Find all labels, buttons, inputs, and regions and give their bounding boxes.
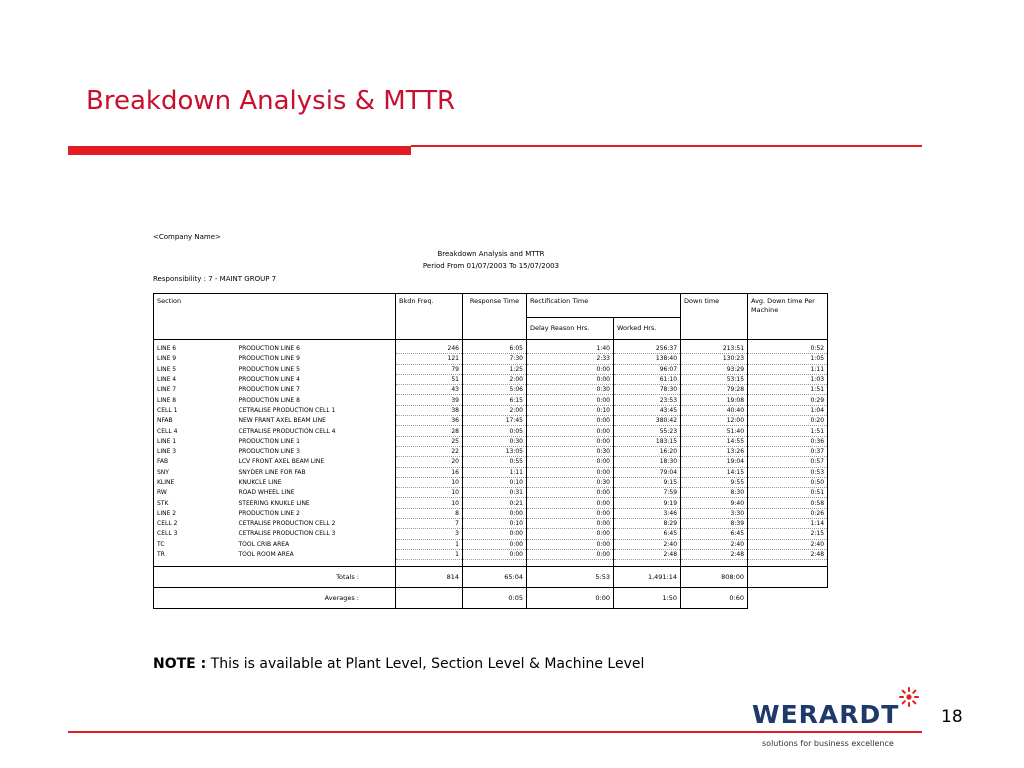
row-avg: 0:29 bbox=[748, 395, 828, 405]
row-section-desc: STEERING KNUKLE LINE bbox=[236, 498, 396, 508]
row-down: 14:15 bbox=[681, 467, 748, 477]
row-section-code: CELL 2 bbox=[154, 519, 236, 529]
table-row bbox=[154, 405, 828, 415]
row-worked: 2:40 bbox=[614, 539, 681, 549]
note-label: NOTE : bbox=[153, 656, 207, 672]
table-row bbox=[154, 426, 828, 436]
row-section-desc: SNYDER LINE FOR FAB bbox=[236, 467, 396, 477]
row-section-desc: CETRALISE PRODUCTION CELL 1 bbox=[236, 405, 396, 415]
row-avg: 0:57 bbox=[748, 457, 828, 467]
table-row bbox=[154, 549, 828, 559]
row-section-desc: TOOL ROOM AREA bbox=[236, 549, 396, 559]
row-section-code: LINE 4 bbox=[154, 374, 236, 384]
header-bkdn-freq: Bkdn Freq. bbox=[396, 294, 463, 340]
totals-row bbox=[154, 567, 828, 588]
row-section-desc: PRODUCTION LINE 1 bbox=[236, 436, 396, 446]
row-down: 6:45 bbox=[681, 529, 748, 539]
row-delay: 0:00 bbox=[527, 374, 614, 384]
row-worked: 23:53 bbox=[614, 395, 681, 405]
row-delay: 0:00 bbox=[527, 426, 614, 436]
totals-freq: 814 bbox=[396, 567, 463, 588]
row-section-desc: KNUKCLE LINE bbox=[236, 477, 396, 487]
row-freq: 16 bbox=[396, 467, 463, 477]
row-avg: 0:53 bbox=[748, 467, 828, 477]
row-resp: 0:00 bbox=[463, 539, 527, 549]
row-freq: 51 bbox=[396, 374, 463, 384]
totals-resp: 65:04 bbox=[463, 567, 527, 588]
row-resp: 13:05 bbox=[463, 446, 527, 456]
breakdown-table bbox=[153, 293, 828, 609]
header-avg-down-time: Avg. Down time Per Machine bbox=[748, 294, 828, 340]
row-down: 9:55 bbox=[681, 477, 748, 487]
row-section-code: TR bbox=[154, 549, 236, 559]
averages-row bbox=[154, 588, 828, 609]
row-worked: 78:30 bbox=[614, 385, 681, 395]
row-section-code: LINE 8 bbox=[154, 395, 236, 405]
row-worked: 18:30 bbox=[614, 457, 681, 467]
row-worked: 7:59 bbox=[614, 488, 681, 498]
row-worked: 6:45 bbox=[614, 529, 681, 539]
row-delay: 0:00 bbox=[527, 498, 614, 508]
table-row bbox=[154, 539, 828, 549]
row-avg: 0:20 bbox=[748, 416, 828, 426]
row-avg: 1:04 bbox=[748, 405, 828, 415]
row-section-desc: PRODUCTION LINE 4 bbox=[236, 374, 396, 384]
row-down: 8:30 bbox=[681, 488, 748, 498]
row-avg: 0:52 bbox=[748, 344, 828, 354]
row-freq: 1 bbox=[396, 539, 463, 549]
row-avg: 0:26 bbox=[748, 508, 828, 518]
row-freq: 20 bbox=[396, 457, 463, 467]
row-delay: 0:30 bbox=[527, 477, 614, 487]
row-section-desc: PRODUCTION LINE 5 bbox=[236, 364, 396, 374]
row-section-code: LINE 6 bbox=[154, 344, 236, 354]
row-delay: 0:00 bbox=[527, 508, 614, 518]
report-company-name: <Company Name> bbox=[153, 233, 221, 241]
row-freq: 10 bbox=[396, 488, 463, 498]
row-freq: 36 bbox=[396, 416, 463, 426]
averages-down: 0:60 bbox=[681, 588, 748, 609]
row-down: 79:28 bbox=[681, 385, 748, 395]
row-worked: 9:15 bbox=[614, 477, 681, 487]
row-down: 93:29 bbox=[681, 364, 748, 374]
averages-avg-empty bbox=[748, 588, 828, 609]
row-down: 40:40 bbox=[681, 405, 748, 415]
row-section-code: LINE 3 bbox=[154, 446, 236, 456]
row-section-desc: TOOL CRIB AREA bbox=[236, 539, 396, 549]
row-avg: 1:51 bbox=[748, 385, 828, 395]
table-row bbox=[154, 354, 828, 364]
row-resp: 2:00 bbox=[463, 405, 527, 415]
row-freq: 10 bbox=[396, 477, 463, 487]
row-freq: 79 bbox=[396, 364, 463, 374]
row-section-code: NFAB bbox=[154, 416, 236, 426]
table-row bbox=[154, 519, 828, 529]
row-freq: 10 bbox=[396, 498, 463, 508]
row-down: 3:30 bbox=[681, 508, 748, 518]
row-down: 53:15 bbox=[681, 374, 748, 384]
row-section-code: STK bbox=[154, 498, 236, 508]
table-row bbox=[154, 457, 828, 467]
table-row bbox=[154, 446, 828, 456]
footer-rule bbox=[68, 731, 922, 733]
row-resp: 6:15 bbox=[463, 395, 527, 405]
row-delay: 0:00 bbox=[527, 529, 614, 539]
row-worked: 16:20 bbox=[614, 446, 681, 456]
header-response-time: Response Time bbox=[463, 294, 527, 340]
row-freq: 25 bbox=[396, 436, 463, 446]
row-avg: 1:03 bbox=[748, 374, 828, 384]
totals-delay: 5:53 bbox=[527, 567, 614, 588]
row-resp: 2:00 bbox=[463, 374, 527, 384]
row-worked: 183:15 bbox=[614, 436, 681, 446]
totals-avg-empty bbox=[748, 567, 828, 588]
row-delay: 0:00 bbox=[527, 436, 614, 446]
row-down: 8:39 bbox=[681, 519, 748, 529]
row-delay: 0:00 bbox=[527, 539, 614, 549]
row-delay: 0:10 bbox=[527, 405, 614, 415]
row-delay: 0:00 bbox=[527, 416, 614, 426]
rows-end-gap bbox=[154, 560, 828, 567]
averages-label: Averages : bbox=[154, 588, 396, 609]
row-section-code: CELL 4 bbox=[154, 426, 236, 436]
row-delay: 0:00 bbox=[527, 549, 614, 559]
row-section-code: TC bbox=[154, 539, 236, 549]
row-section-code: KLINE bbox=[154, 477, 236, 487]
row-down: 19:04 bbox=[681, 457, 748, 467]
row-resp: 0:00 bbox=[463, 529, 527, 539]
totals-worked: 1,491:14 bbox=[614, 567, 681, 588]
report-responsibility: Responsibility : 7 - MAINT GROUP 7 bbox=[153, 275, 277, 283]
row-worked: 8:29 bbox=[614, 519, 681, 529]
row-down: 2:48 bbox=[681, 549, 748, 559]
row-resp: 0:55 bbox=[463, 457, 527, 467]
row-freq: 246 bbox=[396, 344, 463, 354]
logo-tagline: solutions for business excellence bbox=[762, 739, 894, 748]
row-section-code: RW bbox=[154, 488, 236, 498]
row-resp: 0:21 bbox=[463, 498, 527, 508]
row-section-code: CELL 3 bbox=[154, 529, 236, 539]
row-down: 19:08 bbox=[681, 395, 748, 405]
header-section: Section bbox=[154, 294, 396, 340]
row-delay: 0:00 bbox=[527, 488, 614, 498]
row-down: 213:51 bbox=[681, 344, 748, 354]
row-section-desc: PRODUCTION LINE 6 bbox=[236, 344, 396, 354]
row-worked: 79:04 bbox=[614, 467, 681, 477]
row-avg: 2:40 bbox=[748, 539, 828, 549]
row-down: 51:40 bbox=[681, 426, 748, 436]
row-section-desc: LCV FRONT AXEL BEAM LINE bbox=[236, 457, 396, 467]
row-section-desc: NEW FRANT AXEL BEAM LINE bbox=[236, 416, 396, 426]
table-row bbox=[154, 395, 828, 405]
row-freq: 7 bbox=[396, 519, 463, 529]
row-worked: 138:40 bbox=[614, 354, 681, 364]
row-section-desc: CETRALISE PRODUCTION CELL 3 bbox=[236, 529, 396, 539]
row-avg: 0:51 bbox=[748, 488, 828, 498]
report-title: Breakdown Analysis and MTTR bbox=[437, 250, 545, 258]
note-text: This is available at Plant Level, Section Level & Machine Level bbox=[210, 656, 645, 672]
table-row bbox=[154, 364, 828, 374]
row-section-code: SNY bbox=[154, 467, 236, 477]
row-avg: 2:15 bbox=[748, 529, 828, 539]
row-down: 2:40 bbox=[681, 539, 748, 549]
averages-freq-empty bbox=[396, 588, 463, 609]
row-resp: 0:05 bbox=[463, 426, 527, 436]
row-resp: 0:00 bbox=[463, 549, 527, 559]
table-row bbox=[154, 488, 828, 498]
row-resp: 1:25 bbox=[463, 364, 527, 374]
row-delay: 0:00 bbox=[527, 395, 614, 405]
row-delay: 0:30 bbox=[527, 446, 614, 456]
row-section-desc: PRODUCTION LINE 8 bbox=[236, 395, 396, 405]
table-row bbox=[154, 416, 828, 426]
row-freq: 43 bbox=[396, 385, 463, 395]
row-delay: 0:00 bbox=[527, 364, 614, 374]
row-freq: 121 bbox=[396, 354, 463, 364]
row-worked: 9:19 bbox=[614, 498, 681, 508]
row-freq: 38 bbox=[396, 405, 463, 415]
row-freq: 8 bbox=[396, 508, 463, 518]
row-resp: 0:31 bbox=[463, 488, 527, 498]
row-freq: 22 bbox=[396, 446, 463, 456]
slide-title: Breakdown Analysis & MTTR bbox=[86, 86, 456, 116]
row-resp: 6:05 bbox=[463, 344, 527, 354]
row-resp: 0:10 bbox=[463, 477, 527, 487]
row-avg: 1:05 bbox=[748, 354, 828, 364]
row-section-code: LINE 7 bbox=[154, 385, 236, 395]
row-down: 9:40 bbox=[681, 498, 748, 508]
row-worked: 3:46 bbox=[614, 508, 681, 518]
sun-burst-icon bbox=[898, 686, 920, 708]
row-section-desc: PRODUCTION LINE 7 bbox=[236, 385, 396, 395]
row-delay: 0:30 bbox=[527, 385, 614, 395]
row-freq: 28 bbox=[396, 426, 463, 436]
row-section-desc: ROAD WHEEL LINE bbox=[236, 488, 396, 498]
table-row bbox=[154, 385, 828, 395]
row-avg: 0:50 bbox=[748, 477, 828, 487]
page-number: 18 bbox=[941, 707, 963, 727]
logo-text: WERARDT bbox=[752, 700, 900, 729]
table-row bbox=[154, 529, 828, 539]
note bbox=[153, 656, 644, 672]
row-delay: 1:40 bbox=[527, 344, 614, 354]
averages-delay: 0:00 bbox=[527, 588, 614, 609]
row-worked: 96:07 bbox=[614, 364, 681, 374]
row-avg: 1:11 bbox=[748, 364, 828, 374]
row-resp: 5:06 bbox=[463, 385, 527, 395]
row-section-desc: PRODUCTION LINE 2 bbox=[236, 508, 396, 518]
row-delay: 2:33 bbox=[527, 354, 614, 364]
table-row bbox=[154, 508, 828, 518]
row-avg: 0:37 bbox=[748, 446, 828, 456]
row-section-desc: CETRALISE PRODUCTION CELL 4 bbox=[236, 426, 396, 436]
row-resp: 0:30 bbox=[463, 436, 527, 446]
row-resp: 1:11 bbox=[463, 467, 527, 477]
totals-label: Totals : bbox=[154, 567, 396, 588]
header-worked-hrs: Worked Hrs. bbox=[614, 318, 681, 340]
table-row bbox=[154, 344, 828, 354]
row-worked: 43:45 bbox=[614, 405, 681, 415]
row-down: 130:23 bbox=[681, 354, 748, 364]
row-worked: 380:42 bbox=[614, 416, 681, 426]
row-resp: 17:45 bbox=[463, 416, 527, 426]
row-section-desc: CETRALISE PRODUCTION CELL 2 bbox=[236, 519, 396, 529]
header-rectification-time: Rectification Time bbox=[527, 294, 681, 318]
row-avg: 1:51 bbox=[748, 426, 828, 436]
row-freq: 39 bbox=[396, 395, 463, 405]
averages-worked: 1:50 bbox=[614, 588, 681, 609]
row-delay: 0:00 bbox=[527, 467, 614, 477]
row-worked: 61:10 bbox=[614, 374, 681, 384]
row-worked: 55:23 bbox=[614, 426, 681, 436]
row-avg: 2:48 bbox=[748, 549, 828, 559]
table-row bbox=[154, 467, 828, 477]
row-section-code: LINE 5 bbox=[154, 364, 236, 374]
report-period: Period From 01/07/2003 To 15/07/2003 bbox=[422, 262, 560, 270]
row-section-desc: PRODUCTION LINE 3 bbox=[236, 446, 396, 456]
row-section-desc: PRODUCTION LINE 9 bbox=[236, 354, 396, 364]
row-worked: 2:48 bbox=[614, 549, 681, 559]
row-worked: 256:37 bbox=[614, 344, 681, 354]
row-delay: 0:00 bbox=[527, 519, 614, 529]
header-down-time: Down time bbox=[681, 294, 748, 340]
table-row bbox=[154, 477, 828, 487]
row-avg: 0:58 bbox=[748, 498, 828, 508]
table-row bbox=[154, 374, 828, 384]
row-section-code: FAB bbox=[154, 457, 236, 467]
company-logo bbox=[752, 700, 922, 730]
row-resp: 7:30 bbox=[463, 354, 527, 364]
row-resp: 0:10 bbox=[463, 519, 527, 529]
table-row bbox=[154, 436, 828, 446]
row-section-code: LINE 1 bbox=[154, 436, 236, 446]
totals-down: 808:00 bbox=[681, 567, 748, 588]
row-freq: 3 bbox=[396, 529, 463, 539]
table-row bbox=[154, 498, 828, 508]
title-underline-thin bbox=[411, 145, 922, 147]
row-down: 14:55 bbox=[681, 436, 748, 446]
row-delay: 0:00 bbox=[527, 457, 614, 467]
row-section-code: LINE 9 bbox=[154, 354, 236, 364]
row-resp: 0:00 bbox=[463, 508, 527, 518]
row-avg: 0:36 bbox=[748, 436, 828, 446]
row-down: 12:00 bbox=[681, 416, 748, 426]
row-avg: 1:14 bbox=[748, 519, 828, 529]
row-section-code: CELL 1 bbox=[154, 405, 236, 415]
averages-resp: 0:05 bbox=[463, 588, 527, 609]
row-freq: 1 bbox=[396, 549, 463, 559]
row-section-code: LINE 2 bbox=[154, 508, 236, 518]
header-delay-reason: Delay Reason Hrs. bbox=[527, 318, 614, 340]
title-underline-thick bbox=[68, 146, 411, 155]
row-down: 13:26 bbox=[681, 446, 748, 456]
